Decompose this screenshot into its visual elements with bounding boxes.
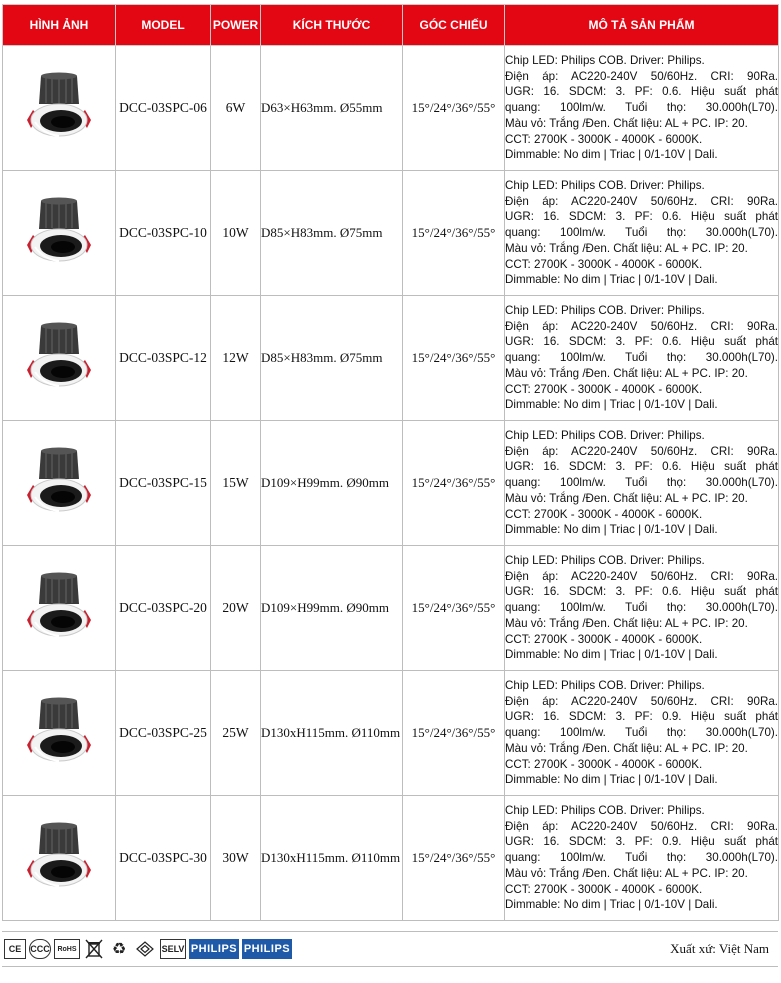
size-cell: D85×H83mm. Ø75mm: [261, 171, 403, 296]
description-line: UGR: 16. SDCM: 3. PF: 0.6. Hiệu suất phát: [505, 210, 778, 224]
product-image-cell: [3, 296, 116, 421]
table-row: [3, 796, 779, 921]
description-line: CCT: 2700K - 3000K - 4000K - 6000K.: [505, 507, 703, 521]
beam-angle-cell: 15°/24°/36°/55°: [403, 46, 505, 171]
description-line: Chip LED: Philips COB. Driver: Philips.: [505, 303, 705, 317]
beam-angle-cell: 15°/24°/36°/55°: [403, 796, 505, 921]
description-line: Điện áp: AC220-240V 50/60Hz. CRI: 90Ra.: [505, 569, 778, 583]
table-row: [3, 171, 779, 296]
power-cell: 12W: [211, 296, 261, 421]
downlight-product-image: [19, 566, 99, 650]
description-line: Màu vỏ: Trắng /Đen. Chất liệu: AL + PC. IP: 20.: [505, 116, 748, 130]
description-line: Chip LED: Philips COB. Driver: Philips.: [505, 178, 705, 192]
description-cell: [505, 421, 779, 546]
product-image-cell: [3, 421, 116, 546]
description-line: Điện áp: AC220-240V 50/60Hz. CRI: 90Ra.: [505, 444, 778, 458]
table-row: [3, 46, 779, 171]
size-cell: D109×H99mm. Ø90mm: [261, 546, 403, 671]
description-line: quang: 100lm/w. Tuổi thọ: 30.000h(L70).: [505, 476, 778, 490]
description-line: quang: 100lm/w. Tuổi thọ: 30.000h(L70).: [505, 726, 778, 740]
downlight-product-image: [19, 66, 99, 150]
power-cell: 15W: [211, 421, 261, 546]
description-line: Dimmable: No dim | Triac | 0/1-10V | Dali.: [505, 273, 718, 287]
size-cell: D63×H63mm. Ø55mm: [261, 46, 403, 171]
product-image-cell: [3, 546, 116, 671]
downlight-product-image: [19, 316, 99, 400]
description-line: CCT: 2700K - 3000K - 4000K - 6000K.: [505, 257, 703, 271]
description-line: CCT: 2700K - 3000K - 4000K - 6000K.: [505, 757, 703, 771]
table-row: [3, 421, 779, 546]
model-cell: DCC-03SPC-06: [116, 46, 211, 171]
description-line: Chip LED: Philips COB. Driver: Philips.: [505, 553, 705, 567]
description-cell: [505, 671, 779, 796]
size-cell: D130xH115mm. Ø110mm: [261, 671, 403, 796]
header-beam-angle: GÓC CHIẾU: [403, 5, 505, 46]
description-cell: [505, 546, 779, 671]
footer-divider-bottom: [2, 966, 778, 967]
description-line: Chip LED: Philips COB. Driver: Philips.: [505, 678, 705, 692]
description-line: Màu vỏ: Trắng /Đen. Chất liệu: AL + PC. IP: 20.: [505, 366, 748, 380]
description-line: Dimmable: No dim | Triac | 0/1-10V | Dali.: [505, 398, 718, 412]
description-line: UGR: 16. SDCM: 3. PF: 0.9. Hiệu suất phát: [505, 835, 778, 849]
description-line: Dimmable: No dim | Triac | 0/1-10V | Dali.: [505, 648, 718, 662]
description-line: UGR: 16. SDCM: 3. PF: 0.6. Hiệu suất phát: [505, 460, 778, 474]
description-line: Màu vỏ: Trắng /Đen. Chất liệu: AL + PC. IP: 20.: [505, 616, 748, 630]
description-line: UGR: 16. SDCM: 3. PF: 0.6. Hiệu suất phát: [505, 585, 778, 599]
model-cell: DCC-03SPC-15: [116, 421, 211, 546]
description-line: CCT: 2700K - 3000K - 4000K - 6000K.: [505, 382, 703, 396]
philips-logo-2: PHILIPS: [242, 939, 292, 959]
description-line: CCT: 2700K - 3000K - 4000K - 6000K.: [505, 882, 703, 896]
description-line: quang: 100lm/w. Tuổi thọ: 30.000h(L70).: [505, 226, 778, 240]
header-power: POWER: [211, 5, 261, 46]
model-cell: DCC-03SPC-10: [116, 171, 211, 296]
description-cell: [505, 796, 779, 921]
power-cell: 10W: [211, 171, 261, 296]
downlight-product-image: [19, 191, 99, 275]
power-cell: 6W: [211, 46, 261, 171]
table-header-row: [3, 5, 779, 46]
product-image-cell: [3, 46, 116, 171]
product-image-cell: [3, 671, 116, 796]
description-line: Chip LED: Philips COB. Driver: Philips.: [505, 428, 705, 442]
weee-bin-icon: [83, 939, 105, 959]
table-row: [3, 671, 779, 796]
description-cell: [505, 171, 779, 296]
power-cell: 20W: [211, 546, 261, 671]
description-line: quang: 100lm/w. Tuổi thọ: 30.000h(L70).: [505, 351, 778, 365]
description-line: Điện áp: AC220-240V 50/60Hz. CRI: 90Ra.: [505, 319, 778, 333]
model-cell: DCC-03SPC-30: [116, 796, 211, 921]
description-line: Màu vỏ: Trắng /Đen. Chất liệu: AL + PC. IP: 20.: [505, 241, 748, 255]
beam-angle-cell: 15°/24°/36°/55°: [403, 546, 505, 671]
description-line: Điện áp: AC220-240V 50/60Hz. CRI: 90Ra.: [505, 69, 778, 83]
table-row: [3, 296, 779, 421]
description-line: Màu vỏ: Trắng /Đen. Chất liệu: AL + PC. IP: 20.: [505, 866, 748, 880]
size-cell: D85×H83mm. Ø75mm: [261, 296, 403, 421]
description-line: quang: 100lm/w. Tuổi thọ: 30.000h(L70).: [505, 851, 778, 865]
description-line: Màu vỏ: Trắng /Đen. Chất liệu: AL + PC. IP: 20.: [505, 491, 748, 505]
rohs-mark-icon: RoHS: [54, 939, 80, 959]
ccc-mark-icon: CCC: [29, 939, 51, 959]
description-cell: [505, 46, 779, 171]
beam-angle-cell: 15°/24°/36°/55°: [403, 171, 505, 296]
power-cell: 30W: [211, 796, 261, 921]
beam-angle-cell: 15°/24°/36°/55°: [403, 421, 505, 546]
description-line: UGR: 16. SDCM: 3. PF: 0.9. Hiệu suất phát: [505, 710, 778, 724]
description-line: Dimmable: No dim | Triac | 0/1-10V | Dali.: [505, 898, 718, 912]
description-line: Điện áp: AC220-240V 50/60Hz. CRI: 90Ra.: [505, 694, 778, 708]
downlight-product-image: [19, 441, 99, 525]
downlight-product-image: [19, 691, 99, 775]
power-cell: 25W: [211, 671, 261, 796]
description-line: Màu vỏ: Trắng /Đen. Chất liệu: AL + PC. IP: 20.: [505, 741, 748, 755]
class-ii-icon: [133, 939, 157, 959]
philips-logo: PHILIPS: [189, 939, 239, 959]
header-model: MODEL: [116, 5, 211, 46]
description-line: UGR: 16. SDCM: 3. PF: 0.6. Hiệu suất phát: [505, 85, 778, 99]
header-image: HÌNH ẢNH: [3, 5, 116, 46]
description-line: CCT: 2700K - 3000K - 4000K - 6000K.: [505, 632, 703, 646]
product-image-cell: [3, 171, 116, 296]
header-description: MÔ TẢ SẢN PHẨM: [505, 5, 779, 46]
description-line: Chip LED: Philips COB. Driver: Philips.: [505, 803, 705, 817]
recycle-icon: ♻: [111, 941, 127, 958]
table-row: [3, 546, 779, 671]
beam-angle-cell: 15°/24°/36°/55°: [403, 296, 505, 421]
country-of-origin: Xuất xứ: Việt Nam: [670, 941, 769, 956]
description-line: Dimmable: No dim | Triac | 0/1-10V | Dali.: [505, 523, 718, 537]
model-cell: DCC-03SPC-12: [116, 296, 211, 421]
beam-angle-cell: 15°/24°/36°/55°: [403, 671, 505, 796]
description-line: UGR: 16. SDCM: 3. PF: 0.6. Hiệu suất phát: [505, 335, 778, 349]
product-image-cell: [3, 796, 116, 921]
description-line: quang: 100lm/w. Tuổi thọ: 30.000h(L70).: [505, 601, 778, 615]
product-spec-table: [2, 4, 779, 921]
model-cell: DCC-03SPC-25: [116, 671, 211, 796]
footer: [0, 932, 781, 966]
size-cell: D130xH115mm. Ø110mm: [261, 796, 403, 921]
description-line: Dimmable: No dim | Triac | 0/1-10V | Dali.: [505, 773, 718, 787]
description-line: CCT: 2700K - 3000K - 4000K - 6000K.: [505, 132, 703, 146]
description-line: quang: 100lm/w. Tuổi thọ: 30.000h(L70).: [505, 101, 778, 115]
description-line: Điện áp: AC220-240V 50/60Hz. CRI: 90Ra.: [505, 819, 778, 833]
model-cell: DCC-03SPC-20: [116, 546, 211, 671]
certification-logos: [4, 938, 292, 960]
ce-mark-icon: CE: [4, 939, 26, 959]
selv-mark-icon: SELV: [160, 939, 186, 959]
description-line: Điện áp: AC220-240V 50/60Hz. CRI: 90Ra.: [505, 194, 778, 208]
description-cell: [505, 296, 779, 421]
size-cell: D109×H99mm. Ø90mm: [261, 421, 403, 546]
header-size: KÍCH THƯỚC: [261, 5, 403, 46]
description-line: Chip LED: Philips COB. Driver: Philips.: [505, 53, 705, 67]
description-line: Dimmable: No dim | Triac | 0/1-10V | Dali.: [505, 148, 718, 162]
downlight-product-image: [19, 816, 99, 900]
